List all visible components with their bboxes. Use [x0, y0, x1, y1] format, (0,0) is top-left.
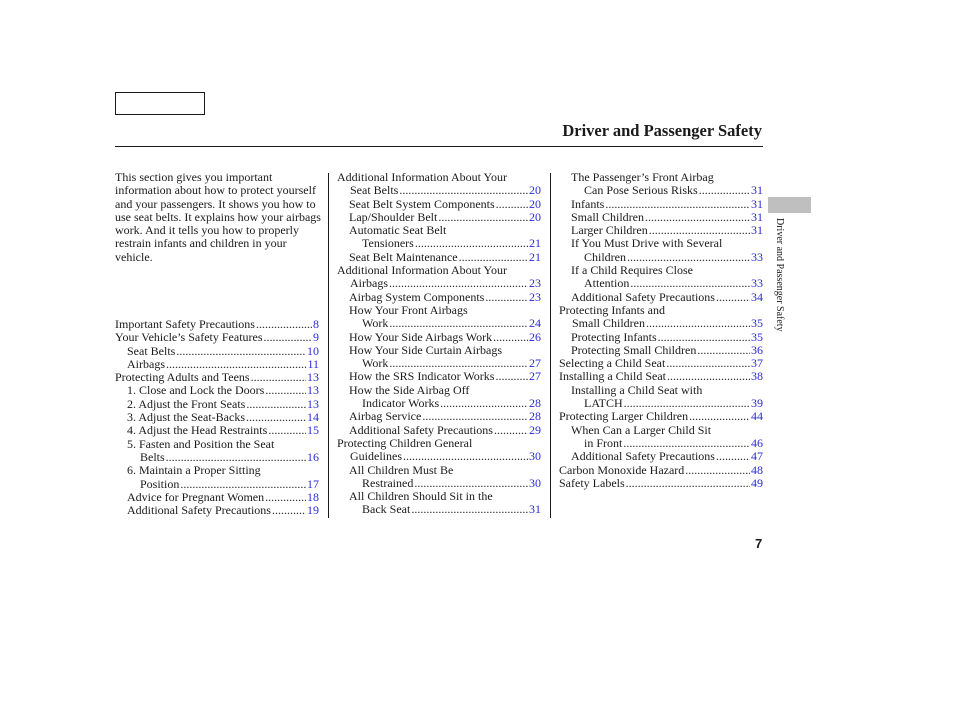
toc-entry[interactable] — [337, 464, 541, 491]
toc-entry-row — [349, 317, 541, 330]
toc-entry-title: How the SRS Indicator Works — [349, 369, 495, 384]
toc-entry-row — [571, 277, 763, 290]
toc-entry-row — [337, 450, 541, 463]
toc-entry-title: Airbags — [350, 276, 388, 291]
toc-entry-title: Small Children — [571, 209, 644, 224]
toc-entry[interactable] — [115, 318, 319, 331]
toc-page-link[interactable]: 30 — [529, 475, 541, 490]
toc-entry-row — [349, 370, 541, 383]
toc-entry-title: LATCH — [584, 396, 623, 411]
toc-page-link[interactable]: 33 — [751, 249, 763, 264]
toc-entry-row — [349, 357, 541, 370]
toc-entry[interactable] — [559, 198, 763, 211]
toc-column-1 — [115, 318, 319, 517]
toc-entry[interactable] — [559, 477, 763, 490]
toc-entry-title: Airbag Service — [349, 409, 422, 424]
page-title: Driver and Passenger Safety — [562, 121, 762, 140]
toc-entry[interactable] — [337, 198, 541, 211]
toc-entry-title: Seat Belts — [127, 343, 176, 358]
toc-entry-line: Protecting Infants and — [559, 302, 665, 317]
toc-entry-row — [571, 224, 763, 237]
toc-entry-title: 2. Adjust the Front Seats — [127, 396, 246, 411]
toc-page-link[interactable]: 13 — [307, 396, 319, 411]
toc-entry[interactable] — [559, 291, 763, 304]
toc-entry-title: Larger Children — [571, 223, 648, 238]
toc-entry-title: Small Children — [572, 316, 645, 331]
toc-entry-line: How the Side Airbag Off — [349, 382, 470, 397]
toc-entry-line: Automatic Seat Belt — [349, 223, 447, 238]
toc-entry-line: When Can a Larger Child Sit — [571, 422, 712, 437]
toc-entry-line: The Passenger’s Front Airbag — [571, 170, 714, 184]
toc-page-link[interactable]: 27 — [529, 356, 541, 371]
toc-page-link[interactable]: 31 — [751, 223, 763, 238]
toc-entry-row — [127, 345, 319, 358]
toc-entry-title: Lap/Shoulder Belt — [349, 209, 438, 224]
toc-column-2 — [337, 171, 541, 517]
toc-page-link[interactable]: 38 — [751, 369, 763, 384]
toc-entry-title: How Your Side Airbags Work — [349, 329, 493, 344]
dot-leader — [411, 503, 528, 516]
dot-leader — [699, 184, 750, 197]
toc-entry[interactable] — [559, 171, 763, 198]
dot-leader — [623, 437, 750, 450]
toc-entry[interactable] — [115, 464, 319, 491]
toc-entry-title: Additional Safety Precautions — [571, 449, 715, 464]
toc-entry[interactable] — [337, 344, 541, 371]
toc-entry[interactable] — [337, 384, 541, 411]
toc-entry[interactable] — [559, 304, 763, 331]
toc-entry-title: Additional Safety Precautions — [127, 503, 271, 518]
toc-entry-row — [337, 184, 541, 197]
dot-leader — [389, 277, 528, 290]
toc-entry-row — [127, 398, 319, 411]
dot-leader — [166, 451, 306, 464]
dot-leader — [630, 277, 750, 290]
toc-entry-title: Indicator Works — [362, 396, 440, 411]
toc-page-link[interactable]: 49 — [751, 475, 763, 490]
dot-leader — [268, 424, 306, 437]
toc-entry-row — [115, 318, 319, 331]
toc-page-link[interactable]: 27 — [529, 369, 541, 384]
toc-entry-row — [127, 424, 319, 437]
toc-entry-title: Seat Belt System Components — [349, 196, 495, 211]
dot-leader — [496, 198, 528, 211]
toc-page-link[interactable]: 23 — [529, 289, 541, 304]
toc-entry-row — [115, 371, 319, 384]
toc-entry[interactable] — [337, 424, 541, 437]
toc-entry-line: Additional Information About Your — [337, 263, 507, 278]
dot-leader — [627, 251, 750, 264]
intro-text — [115, 171, 325, 264]
toc-entry-row — [571, 344, 763, 357]
dot-leader — [403, 450, 528, 463]
toc-column-3 — [559, 171, 763, 490]
dot-leader — [251, 371, 306, 384]
toc-entry[interactable] — [337, 211, 541, 224]
toc-page-link[interactable]: 8 — [313, 317, 319, 331]
dot-leader — [626, 477, 750, 490]
toc-entry-row — [349, 291, 541, 304]
toc-entry[interactable] — [337, 171, 541, 198]
toc-entry-row — [349, 211, 541, 224]
toc-page-link[interactable]: 29 — [529, 422, 541, 437]
toc-entry[interactable] — [559, 410, 763, 423]
column-divider — [328, 173, 329, 518]
toc-page-link[interactable]: 21 — [529, 236, 541, 251]
toc-entry[interactable] — [337, 410, 541, 423]
dot-leader — [389, 317, 528, 330]
toc-entry[interactable] — [115, 358, 319, 371]
toc-page-link[interactable]: 39 — [751, 396, 763, 411]
toc-page-link[interactable]: 47 — [751, 449, 763, 464]
toc-page-link[interactable]: 28 — [529, 396, 541, 411]
toc-entry-row — [349, 198, 541, 211]
toc-entry-row — [571, 251, 763, 264]
toc-entry-row — [559, 477, 763, 490]
dot-leader — [649, 224, 750, 237]
toc-entry-row — [571, 331, 763, 344]
toc-entry[interactable] — [337, 437, 541, 464]
toc-entry[interactable] — [559, 264, 763, 291]
toc-page-link[interactable]: 13 — [307, 383, 319, 398]
toc-entry[interactable] — [559, 464, 763, 477]
dot-leader — [716, 291, 750, 304]
toc-page-link[interactable]: 30 — [529, 449, 541, 464]
toc-entry-title: Protecting Larger Children — [559, 409, 689, 424]
toc-entry-title: Back Seat — [362, 502, 411, 517]
toc-entry-title: Additional Safety Precautions — [571, 289, 715, 304]
toc-entry-line: How Your Front Airbags — [349, 302, 468, 317]
toc-page-link[interactable]: 46 — [751, 435, 763, 450]
toc-entry[interactable] — [115, 411, 319, 424]
toc-entry-title: Additional Safety Precautions — [349, 422, 493, 437]
dot-leader — [689, 410, 750, 423]
header-rule — [115, 146, 763, 147]
toc-entry-row — [571, 450, 763, 463]
toc-page-link[interactable]: 9 — [313, 330, 319, 345]
toc-entry-title: Airbags — [127, 356, 165, 371]
toc-entry-row — [559, 410, 763, 423]
toc-entry-title: Can Pose Serious Risks — [584, 183, 698, 198]
toc-entry-row — [559, 357, 763, 370]
toc-page-link[interactable]: 13 — [307, 370, 319, 385]
toc-page-link[interactable]: 11 — [307, 356, 319, 371]
dot-leader — [440, 397, 528, 410]
dot-leader — [415, 237, 528, 250]
dot-leader — [272, 504, 306, 517]
dot-leader — [485, 291, 528, 304]
toc-entry-row — [349, 331, 541, 344]
toc-entry-title: Infants — [571, 196, 605, 211]
toc-entry-row — [571, 397, 763, 410]
toc-entry-row — [349, 410, 541, 423]
toc-entry[interactable] — [559, 384, 763, 411]
toc-entry[interactable] — [115, 331, 319, 344]
toc-entry-line: All Children Must Be — [349, 462, 454, 477]
dot-leader — [716, 450, 750, 463]
toc-page-link[interactable]: 18 — [307, 489, 319, 504]
toc-entry[interactable] — [115, 371, 319, 384]
toc-entry-title: Important Safety Precautions — [115, 317, 255, 331]
toc-entry-line: 5. Fasten and Position the Seat — [127, 436, 275, 451]
dot-leader — [493, 331, 528, 344]
toc-page-link[interactable]: 26 — [529, 329, 541, 344]
toc-page-link[interactable]: 48 — [751, 462, 763, 477]
toc-entry-row — [127, 358, 319, 371]
dot-leader — [422, 410, 528, 423]
toc-page-link[interactable]: 34 — [751, 289, 763, 304]
toc-entry-title: Position — [140, 476, 180, 491]
toc-entry-row — [571, 184, 763, 197]
toc-page-link[interactable]: 35 — [751, 316, 763, 331]
toc-entry-row — [127, 384, 319, 397]
toc-page-link[interactable]: 28 — [529, 409, 541, 424]
toc-page-link[interactable]: 20 — [529, 209, 541, 224]
toc-entry-row — [349, 503, 541, 516]
toc-entry-title: Protecting Infants — [571, 329, 657, 344]
dot-leader — [459, 251, 528, 264]
toc-entry-title: Tensioners — [362, 236, 414, 251]
toc-page-link[interactable]: 16 — [307, 449, 319, 464]
dot-leader — [264, 331, 312, 344]
toc-entry-row — [127, 411, 319, 424]
toc-entry-title: 3. Adjust the Seat-Backs — [127, 410, 245, 425]
toc-entry-line: Installing a Child Seat with — [571, 382, 703, 397]
dot-leader — [645, 211, 750, 224]
dot-leader — [697, 344, 750, 357]
toc-page-link[interactable]: 15 — [307, 423, 319, 438]
dot-leader — [180, 478, 306, 491]
side-tab[interactable] — [768, 197, 811, 213]
toc-entry-title: Protecting Small Children — [571, 342, 697, 357]
toc-entry-line: All Children Should Sit in the — [349, 489, 493, 504]
toc-page-link[interactable]: 31 — [751, 209, 763, 224]
toc-entry-row — [349, 237, 541, 250]
toc-entry-title: in Front — [584, 435, 623, 450]
toc-entry-row — [559, 370, 763, 383]
toc-entry-title: Seat Belt Maintenance — [349, 249, 458, 264]
toc-entry-row — [349, 397, 541, 410]
toc-page-link[interactable]: 24 — [529, 316, 541, 331]
toc-entry[interactable] — [115, 384, 319, 397]
toc-entry-line: 6. Maintain a Proper Sitting — [127, 463, 261, 478]
toc-entry[interactable] — [559, 224, 763, 237]
toc-entry[interactable] — [337, 224, 541, 251]
toc-entry-title: Advice for Pregnant Women — [127, 489, 265, 504]
toc-entry[interactable] — [337, 490, 541, 517]
toc-entry-title: Belts — [140, 449, 165, 464]
toc-entry-line: How Your Side Curtain Airbags — [349, 342, 503, 357]
side-tab-label: Driver and Passenger Safety — [774, 218, 785, 332]
toc-entry-row — [349, 477, 541, 490]
toc-entry-row — [559, 464, 763, 477]
toc-entry[interactable] — [337, 370, 541, 383]
toc-page-link[interactable]: 31 — [751, 183, 763, 198]
dot-leader — [256, 318, 312, 331]
toc-entry-title: Carbon Monoxide Hazard — [559, 462, 685, 477]
toc-page-link[interactable]: 10 — [307, 343, 319, 358]
toc-entry[interactable] — [559, 370, 763, 383]
toc-entry-row — [127, 478, 319, 491]
toc-entry[interactable] — [115, 491, 319, 504]
toc-entry-title: Work — [362, 356, 389, 371]
toc-page-link[interactable]: 37 — [751, 356, 763, 371]
toc-entry-line: If a Child Requires Close — [571, 263, 693, 278]
toc-entry-title: Children — [584, 249, 626, 264]
toc-page-link[interactable]: 23 — [529, 276, 541, 291]
toc-entry-title: Protecting Adults and Teens — [115, 370, 250, 385]
toc-entry[interactable] — [559, 357, 763, 370]
toc-page-link[interactable]: 31 — [751, 196, 763, 211]
toc-entry-row — [571, 198, 763, 211]
toc-entry[interactable] — [337, 251, 541, 264]
page-number: 7 — [755, 536, 763, 551]
toc-entry-row — [127, 451, 319, 464]
toc-page-link[interactable]: 17 — [307, 476, 319, 491]
toc-entry-line: Protecting Children General — [337, 435, 473, 450]
toc-entry[interactable] — [559, 237, 763, 264]
toc-entry-line: If You Must Drive with Several — [571, 236, 723, 251]
toc-entry-title: Guidelines — [350, 449, 402, 464]
dot-leader — [658, 331, 750, 344]
dot-leader — [176, 345, 306, 358]
dot-leader — [666, 357, 750, 370]
toc-entry-row — [337, 277, 541, 290]
toc-entry-title: Installing a Child Seat — [559, 369, 666, 384]
toc-entry[interactable] — [559, 450, 763, 463]
toc-page-link[interactable]: 36 — [751, 342, 763, 357]
toc-entry-line: Additional Information About Your — [337, 170, 507, 184]
dot-leader — [166, 358, 306, 371]
toc-page-link[interactable]: 14 — [307, 410, 319, 425]
dot-leader — [646, 317, 750, 330]
toc-entry-title: Restrained — [362, 475, 414, 490]
toc-entry[interactable] — [559, 344, 763, 357]
toc-entry[interactable] — [337, 291, 541, 304]
dot-leader — [685, 464, 750, 477]
toc-entry[interactable] — [115, 424, 319, 437]
toc-entry[interactable] — [115, 398, 319, 411]
dot-leader — [667, 370, 750, 383]
dot-leader — [495, 370, 528, 383]
intro-paragraph: This section gives you important information about how to protect yourself and your passengers. It shows you how to use seat belts. It explains how your airbags work. And it tells you how to properly restrain infants and children in your vehicle. — [115, 170, 321, 264]
toc-entry-title: 4. Adjust the Head Restraints — [127, 423, 268, 438]
toc-page-link[interactable]: 35 — [751, 329, 763, 344]
toc-entry-row — [127, 491, 319, 504]
toc-entry-row — [127, 504, 319, 517]
toc-page-link[interactable]: 33 — [751, 276, 763, 291]
toc-entry[interactable] — [337, 264, 541, 291]
toc-entry-title: Safety Labels — [559, 475, 625, 490]
toc-entry[interactable] — [559, 211, 763, 224]
toc-entry-title: Seat Belts — [350, 183, 399, 198]
dot-leader — [389, 357, 528, 370]
column-divider — [550, 173, 551, 518]
dot-leader — [399, 184, 528, 197]
dot-leader — [624, 397, 750, 410]
toc-entry-title: Selecting a Child Seat — [559, 356, 666, 371]
toc-page-link[interactable]: 31 — [529, 502, 541, 517]
toc-entry[interactable] — [115, 345, 319, 358]
dot-leader — [438, 211, 528, 224]
toc-entry-title: Airbag System Components — [349, 289, 485, 304]
dot-leader — [246, 398, 306, 411]
dot-leader — [605, 198, 750, 211]
header-box — [115, 92, 205, 115]
toc-page-link[interactable]: 44 — [751, 409, 763, 424]
toc-entry[interactable] — [559, 331, 763, 344]
toc-entry-row — [349, 251, 541, 264]
dot-leader — [414, 477, 528, 490]
dot-leader — [246, 411, 306, 424]
toc-entry[interactable] — [115, 438, 319, 465]
toc-entry-row — [349, 424, 541, 437]
dot-leader — [494, 424, 528, 437]
toc-entry[interactable] — [115, 504, 319, 517]
toc-entry-row — [571, 211, 763, 224]
toc-entry-row — [559, 317, 763, 330]
dot-leader — [265, 491, 306, 504]
toc-entry[interactable] — [337, 304, 541, 331]
toc-entry-row — [115, 331, 319, 344]
toc-entry[interactable] — [559, 424, 763, 451]
toc-page-link[interactable]: 19 — [307, 503, 319, 518]
toc-entry-title: 1. Close and Lock the Doors — [127, 383, 265, 398]
toc-page-link[interactable]: 20 — [529, 183, 541, 198]
toc-entry-title: Your Vehicle’s Safety Features — [115, 330, 263, 345]
toc-entry-row — [571, 437, 763, 450]
toc-entry-title: Attention — [584, 276, 630, 291]
toc-page-link[interactable]: 20 — [529, 196, 541, 211]
toc-page-link[interactable]: 21 — [529, 249, 541, 264]
toc-entry-row — [571, 291, 763, 304]
toc-entry[interactable] — [337, 331, 541, 344]
dot-leader — [265, 384, 306, 397]
toc-entry-title: Work — [362, 316, 389, 331]
